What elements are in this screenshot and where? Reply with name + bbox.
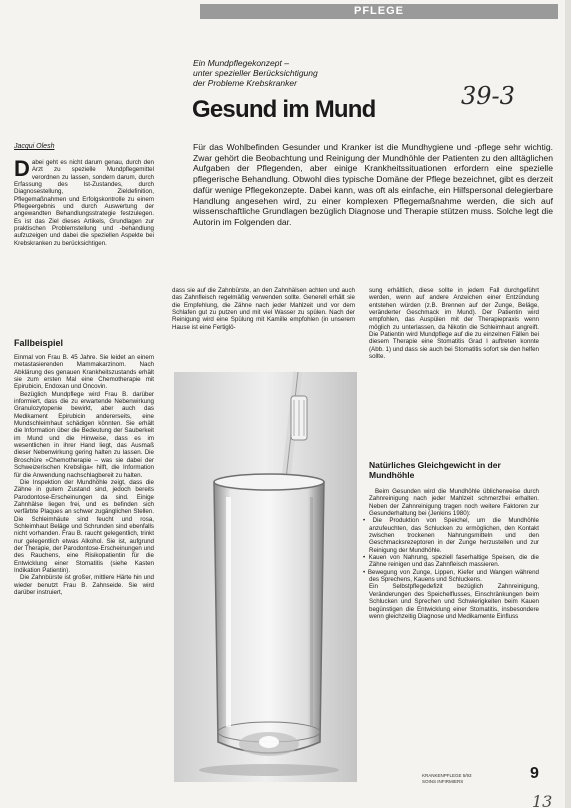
footer-source-line: KRANKENPFLEGE 5/93	[422, 773, 472, 778]
drop-cap: D	[14, 156, 30, 181]
right-column-top: sung erhältlich, diese sollte in jedem Fall durchgeführt werden, wenn auf andere Anzeichen einer Entzündung entstehen würden (z.B. Brennen auf der Zunge, Beläge, veränderter Geschmack im Mund). Der Patientin wird empfohlen, das Auspülen mit der Therapiepraxis wenn möglich zu unterlassen, da Nikotin die Schleimhaut angreift. Die Patientin wird Mundpflege auf die zu einzelnen Fällen bei diesem Therapie eine Stomatitis Grad I auftreten konnte (Abb. 1) und dass sie auch bei Stomatitis sofort sie den helfen sollte.	[369, 287, 539, 361]
kicker-line: Ein Mundpflegekonzept –	[193, 58, 289, 68]
body-paragraph: Einmal von Frau B. 45 Jahre. Sie leidet an einem metastasierenden Mammakarzinom. Nach Abklärung des genauen Krankheitszustands erhält sie zum ersten Mal eine Chemotherapie mit Epirubicin, Endoxan und Oncovin.	[14, 354, 154, 391]
bullet-item: • Kauen von Nahrung, speziell faserhaltige Speisen, die die Zähne reinigen und das Zahnfleisch massieren.	[363, 554, 539, 569]
scan-edge	[565, 0, 571, 808]
body-paragraph: Beim Gesunden wird die Mundhöhle üblicherweise durch Zahnreinigung nach jeder Mahlzeit schmerzfrei erhalten. Neben der Zahnreinigung tragen noch weitere Faktoren zur Gesunderhaltung bei (Jenkins 1980):	[369, 488, 539, 518]
body-paragraph: Die Inspektion der Mundhöhle zeigt, dass die Zähne in gutem Zustand sind, jedoch bereits Parodontose-Erscheinungen da sind. Einige Zahnhälse liegen frei, und es befinden sich verfärbte Plaques an schwer zugänglichen Stellen. Die Schleimhäute sind feucht und rosa, Schleimhaut Beläge und Schrunden sind ebenfalls nicht vorhanden. Frau B. raucht gelegentlich, trinkt nur gelegentlich etwas Alkohol. Sie ist, aufgrund der Therapie, der Parodontose-Erscheinungen und des Rauchens, eine Risikopatientin für die Entwicklung einer Stomatitis (siehe Kasten Indikation Patientin).	[14, 478, 154, 574]
kicker	[193, 58, 383, 88]
body-paragraph: Die Zahnbürste ist großer, mittlere Härte hin und wieder benutzt Frau B. Zahnseide. Sie wird darüber instruiert,	[14, 574, 154, 596]
corner-annotation	[528, 790, 568, 808]
intro-text: abei geht es nicht darum genau, durch den Arzt zu spezielle Mundpflegemittel verordnen zu lassen, sondern darum, durch Erfassung des Ist-Zustandes, durch Diagnosestellung, Zieldefinition, Pflegemaßnahmen und Erfolgskontrolle zu einem Pflegeergebnis und durch Auswertung der angewandten Behandlungsstrategie festzulegen. Es ist das Ziel dieses Artikels, Grundlagen zur praktischen Problemstellung und -behandlung aufzuzeigen und dabei die speziellen Aspekte bei Krebskranken zu berücksichtigen.	[14, 159, 154, 247]
subhead-gleichgewicht: Natürliches Gleichgewicht in der Mundhöhle	[369, 460, 501, 480]
body-paragraph: Ein Selbstpflegedefizit bezüglich Zahnreinigung, Veränderungen des Speichelflusses, Einschränkungen beim Schlucken und Sprechen und Schwierigkeiten beim Kauen begünstigen die Entwicklung einer Stomatitis, insbesondere wenn gleichzeitig Diagnose und Medikamente Einfluss	[369, 583, 539, 620]
article-title: Gesund im Mund	[192, 96, 376, 123]
lead-paragraph: Für das Wohlbefinden Gesunder und Kranker ist die Mundhygiene und -pflege sehr wichtig. Zwar gehört die Beobachtung und Reinigung der Mundhöhle der Patienten zu den alltäglichen Aufgaben der Pflegenden, aber einige Krankheitssituationen erfordern eine spezielle pflegerische Behandlung. Obwohl dies typische Domäne der Pflege bezeichnet, gibt es derzeit dafür wenige Pflegekonzepte. Dabei kann, was oft als einfache, ein Hilfspersonal delegierbare Handlung angesehen wird, zu einer komplexen Pflegemaßnahme werden, die sich auf wissenschaftliche Grundlagen bezüglich Diagnose und Therapie stützen muss. Solche legt die Autorin im Folgenden dar.	[193, 142, 553, 227]
page-number: 9	[530, 765, 539, 782]
toothbrush-glass-photo	[174, 372, 357, 782]
bullet-item: • Bewegung von Zunge, Lippen, Kiefer und Wangen während des Sprechens, Kauens und Schluckens.	[363, 568, 539, 584]
bullet-item: • Die Produktion von Speichel, um die Mundhöhle anzufeuchten, das Schlucken zu ermöglichen, den Kontakt zwischen trockenen Nahrungsmitteln und den Geschmacksrezeptoren in der Zunge herzustellen und zur Reinigung der Mundhöhle.	[363, 517, 539, 554]
kicker-line: unter spezieller Berücksichtigung	[193, 68, 318, 78]
right-column-body	[363, 488, 539, 760]
footer-source-line: SOINS INFIRMIERS	[422, 779, 464, 784]
intro-column	[14, 156, 154, 311]
section-header: PFLEGE	[200, 4, 558, 19]
handwritten-note	[455, 76, 550, 114]
subhead-fallbeispiel: Fallbeispiel	[14, 338, 64, 348]
handwritten-note-text: 39-3	[461, 82, 515, 110]
middle-column: dass sie auf die Zahnbürste, an den Zahnhälsen achten und auch das Zahnfleisch regelmäßig verwenden sollte. Generell erhält sie die Empfehlung, die Zähne nach jeder Mahlzeit und vor dem Schlafen gut zu putzen und mit viel Wasser zu spülen. Nach der Reinigung wird eine Spülung mit Kamille empfohlen (in unserem Hause ist eine Fertiglö-	[172, 287, 355, 331]
footer-source	[422, 773, 472, 785]
case-column	[14, 354, 154, 774]
corner-annotation-text: 13	[532, 792, 553, 808]
body-paragraph: Bezüglich Mundpflege wird Frau B. darüber informiert, dass die zu erwartende Nebenwirkung Granulozytopenie bewirkt, aber auch das Medikament Epirubicin andererseits, eine Mundschleimhaut schädigen könnten. Sie erhält die Information über die Bedeutung der Sauberkeit im Mund und die Hinweise, dass es im wesentlichen in ihrer Hand liegt, das Ausmaß dieser Nebenwirkung gering halten zu lassen. Die Broschüre »Chemotherapie – was sie dabei der Schweizerischen Krebsliga« hilft, die Information für die Anwendung nachschlagbereit zu halten.	[14, 390, 154, 479]
kicker-line: der Probleme Krebskranker	[193, 78, 297, 88]
author-byline: Jacqui Olesh	[14, 143, 55, 150]
